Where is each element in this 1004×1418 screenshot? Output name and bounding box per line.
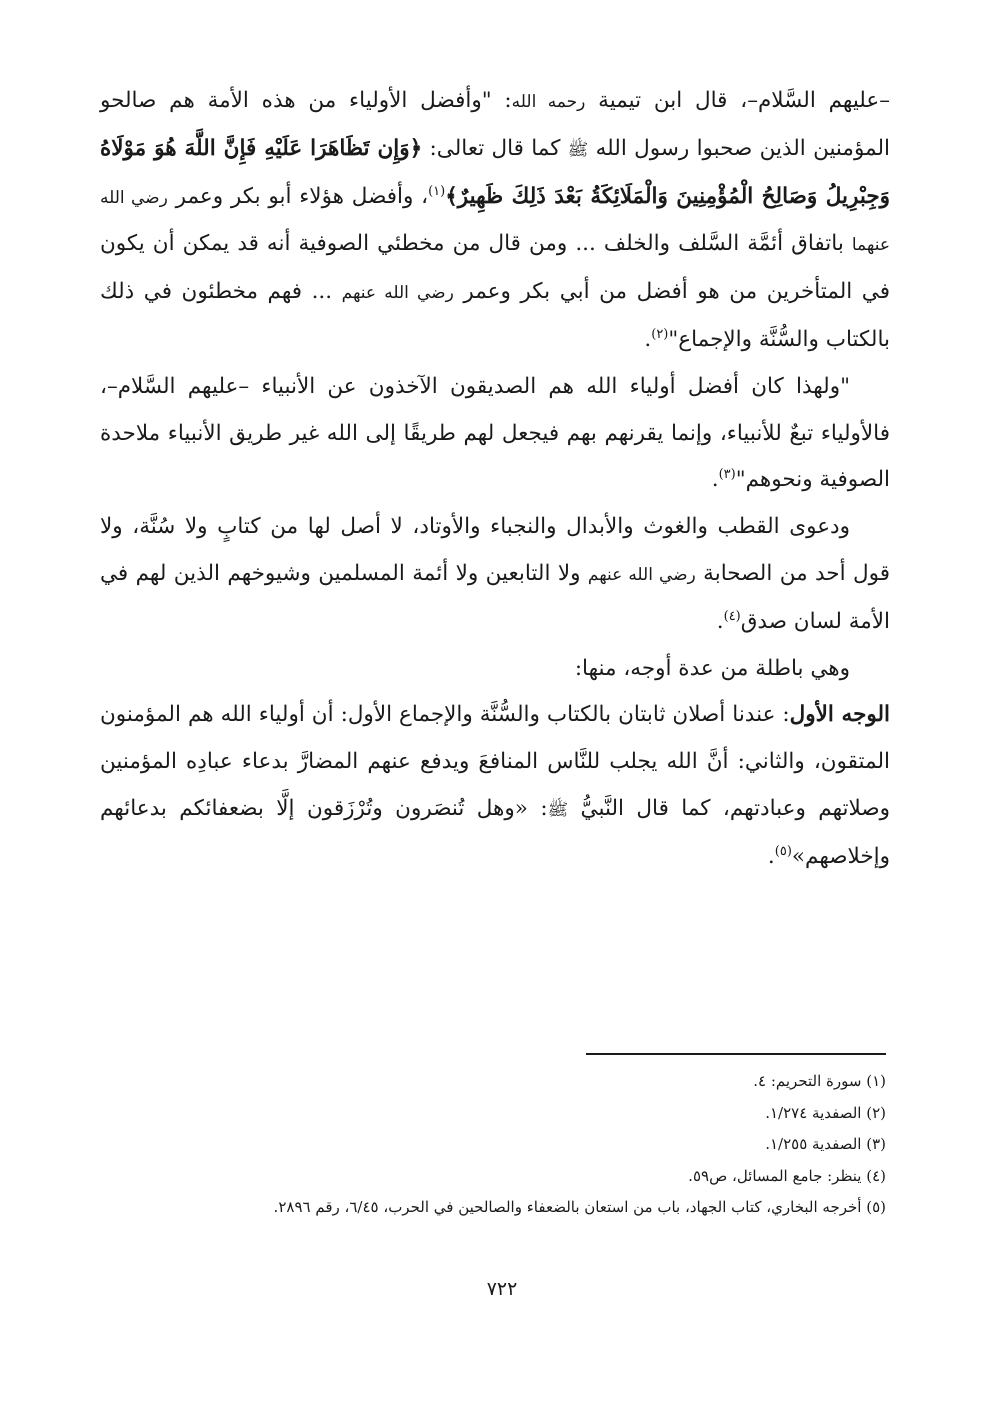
honorific-phrase: رضي الله عنهم: [587, 564, 696, 585]
paragraph-text: وهي باطلة من عدة أوجه، منها:: [574, 655, 850, 681]
paragraph-text: .: [716, 608, 724, 634]
section-heading: الوجه الأول: [789, 702, 890, 728]
footnote-4: (٤) ينظر: جامع المسائل، ص٥٩.: [688, 1166, 886, 1185]
paragraph-text: "ولهذا كان أفضل أولياء الله هم الصديقون الآخذون عن الأنبياء –عليهم السَّلام–، فالأولياء تبعٌ للأنبياء، وإنما يقرنهم بهم فيجعل لهم طريقًا إلى الله غير طريق الأنبياء ملاحدة الصوفية ونحوهم": [100, 373, 890, 493]
paragraph-text: .: [711, 467, 719, 493]
paragraph-text: : عندنا أصلان ثابتان بالكتاب والسُّنَّة والإجماع الأول: أن أولياء الله هم المؤمنون المتقون، والثاني: أنَّ الله يجلب للنَّاس المنافعَ ويدفع عنهم المضارَّ بدعاء عبادِه المؤمنين وصلاتهم وعبادتهم، كما قال النَّبيُّ: [100, 702, 890, 821]
honorific-phrase: رحمه الله: [511, 92, 586, 112]
paragraph-text: : «وهل تُنصَرون وتُرْزَقون إلَّا بضعفائكم بدعائهم وإخلاصهم»: [100, 795, 890, 869]
paragraph-text: ولا التابعين ولا أئمة المسلمين وشيوخهم الذين لهم في الأمة لسان صدق: [100, 560, 890, 634]
paragraph-text: : "وأفضل الأولياء من هذه الأمة هم صالحو المؤمنين الذين صحبوا رسول الله: [100, 88, 891, 161]
paragraph-3: [100, 504, 890, 645]
paragraph-2: [100, 364, 890, 504]
footnote-reference: (٣): [718, 467, 736, 483]
page-number: ٧٢٢: [486, 1278, 518, 1300]
honorific-phrase: ﷺ: [567, 139, 589, 160]
paragraph-1: [100, 78, 890, 364]
paragraph-text: ، وأفضل هؤلاء أبو بكر وعمر: [167, 183, 429, 209]
footnote-reference: (٥): [774, 843, 792, 859]
footnote-5: (٥) أخرجه البخاري، كتاب الجهاد، باب من استعان بالضعفاء والصالحين في الحرب، ٦/٤٥، رقم ٢٨٩٦.: [273, 1198, 886, 1216]
footnote-separator: [586, 1053, 886, 1055]
quran-verse: ﴿وَإِن تَظَاهَرَا عَلَيْهِ فَإِنَّ اللَّهَ هُوَ مَوْلَاهُ وَجِبْرِيلُ وَصَالِحُ الْمُؤْمِنِينَ وَالْمَلَائِكَةُ بَعْدَ ذَلِكَ ظَهِيرٌ﴾: [100, 135, 890, 209]
footnote-2: (٢) الصفدية ١/٢٧٤.: [765, 1103, 886, 1122]
footnote-reference: (٤): [723, 608, 741, 624]
honorific-phrase: رضي الله عنهم: [341, 283, 454, 304]
footnote-reference: (٢): [651, 326, 669, 342]
paragraph-text: –عليهم السَّلام–، قال ابن تيمية: [585, 88, 890, 113]
footnote-3: (٣) الصفدية ١/٢٥٥.: [765, 1135, 886, 1153]
honorific-phrase: رضي الله عنهما: [100, 187, 890, 256]
document-body: [100, 78, 890, 881]
footnote-reference: (١): [428, 183, 446, 199]
paragraph-text: ودعوى القطب والغوث والأبدال والنجباء والأوتاد، لا أصل لها من كتابٍ ولا سُنَّة، ولا قول أحد من الصحابة: [100, 514, 890, 586]
honorific-phrase: ﷺ: [547, 799, 569, 820]
paragraph-text: باتفاق أئمَّة السَّلف والخلف ... ومن قال من مخطئي الصوفية أنه قد يمكن أن يكون في المتأخرين من هو أفضل من أبي بكر وعمر: [100, 231, 890, 305]
paragraph-text: .: [644, 326, 652, 352]
paragraph-5: [100, 692, 890, 880]
footnotes-list: [96, 1066, 886, 1224]
footnote-1: (١) سورة التحريم: ٤.: [753, 1072, 886, 1090]
paragraph-text: ... فهم مخطئون في ذلك بالكتاب والسُّنَّة والإجماع": [100, 279, 890, 352]
paragraph-text: كما قال تعالى:: [422, 135, 568, 161]
paragraph-text: .: [767, 843, 775, 869]
paragraph-4: [100, 646, 890, 693]
